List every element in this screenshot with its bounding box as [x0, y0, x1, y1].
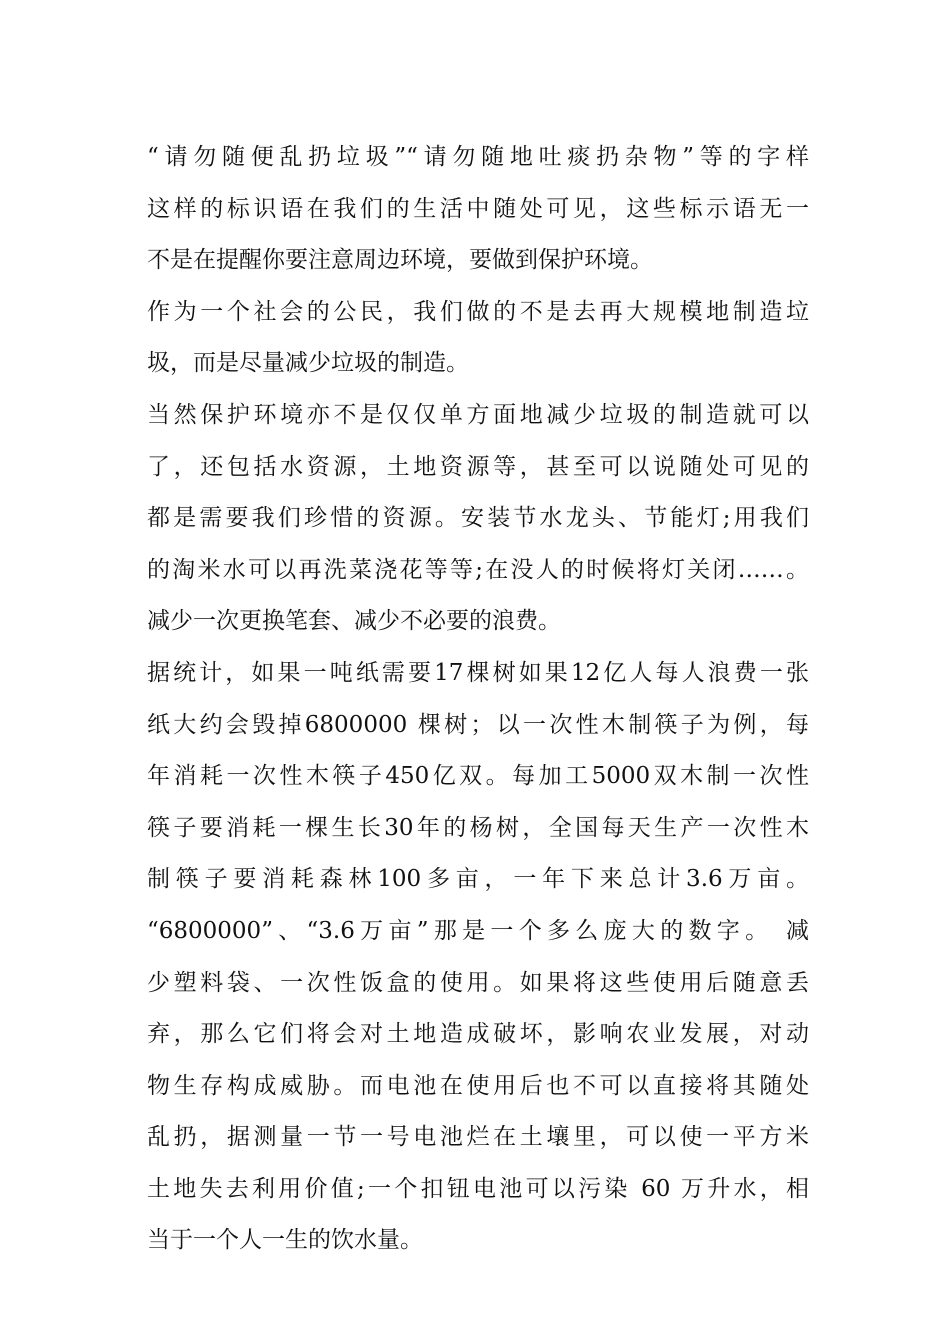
text-line-19: 物生存构成威胁。而电池在使用后也不可以直接将其随处	[147, 1072, 809, 1099]
text-line-15: 制筷子要消耗森林100多亩，一年下来总计3.6万亩。	[147, 866, 809, 893]
text-line-2: 这样的标识语在我们的生活中随处可见，这些标示语无一	[147, 195, 809, 222]
text-line-1: “请勿随便乱扔垃圾”“请勿随地吐痰扔杂物”等的字样	[147, 144, 809, 170]
text-line-21: 土地失去利用价值;一个扣钮电池可以污染 60 万升水，相	[147, 1175, 809, 1202]
text-line-14: 筷子要消耗一棵生长30年的杨树，全国每天生产一次性木	[147, 814, 809, 841]
text-line-8: 都是需要我们珍惜的资源。安装节水龙头、节能灯;用我们	[147, 505, 809, 532]
text-line-9: 的淘米水可以再洗菜浇花等等;在没人的时候将灯关闭……。	[147, 556, 809, 583]
text-line-5: 圾，而是尽量减少垃圾的制造。	[147, 350, 469, 377]
text-line-6: 当然保护环境亦不是仅仅单方面地减少垃圾的制造就可以	[147, 401, 809, 428]
text-line-13: 年消耗一次性木筷子450亿双。每加工5000双木制一次性	[147, 763, 809, 790]
text-line-4: 作为一个社会的公民，我们做的不是去再大规模地制造垃	[147, 298, 809, 325]
text-line-20: 乱扔，据测量一节一号电池烂在土壤里，可以使一平方米	[147, 1124, 809, 1151]
body-text	[147, 132, 809, 1267]
text-line-11: 据统计，如果一吨纸需要17棵树如果12亿人每人浪费一张	[147, 659, 809, 686]
text-line-10: 减少一次更换笔套、减少不必要的浪费。	[147, 608, 561, 635]
text-line-16: “6800000”、“3.6万亩”那是一个多么庞大的数字。 减	[147, 917, 809, 944]
text-line-18: 弃，那么它们将会对土地造成破坏，影响农业发展，对动	[147, 1021, 809, 1048]
text-line-17: 少塑料袋、一次性饭盒的使用。如果将这些使用后随意丢	[147, 969, 809, 996]
text-line-12: 纸大约会毁掉6800000 棵树；以一次性木制筷子为例，每	[147, 711, 809, 738]
text-line-22: 当于一个人一生的饮水量。	[147, 1227, 423, 1254]
text-line-3: 不是在提醒你要注意周边环境，要做到保护环境。	[147, 247, 653, 274]
text-line-7: 了，还包括水资源，土地资源等，甚至可以说随处可见的	[147, 453, 809, 480]
